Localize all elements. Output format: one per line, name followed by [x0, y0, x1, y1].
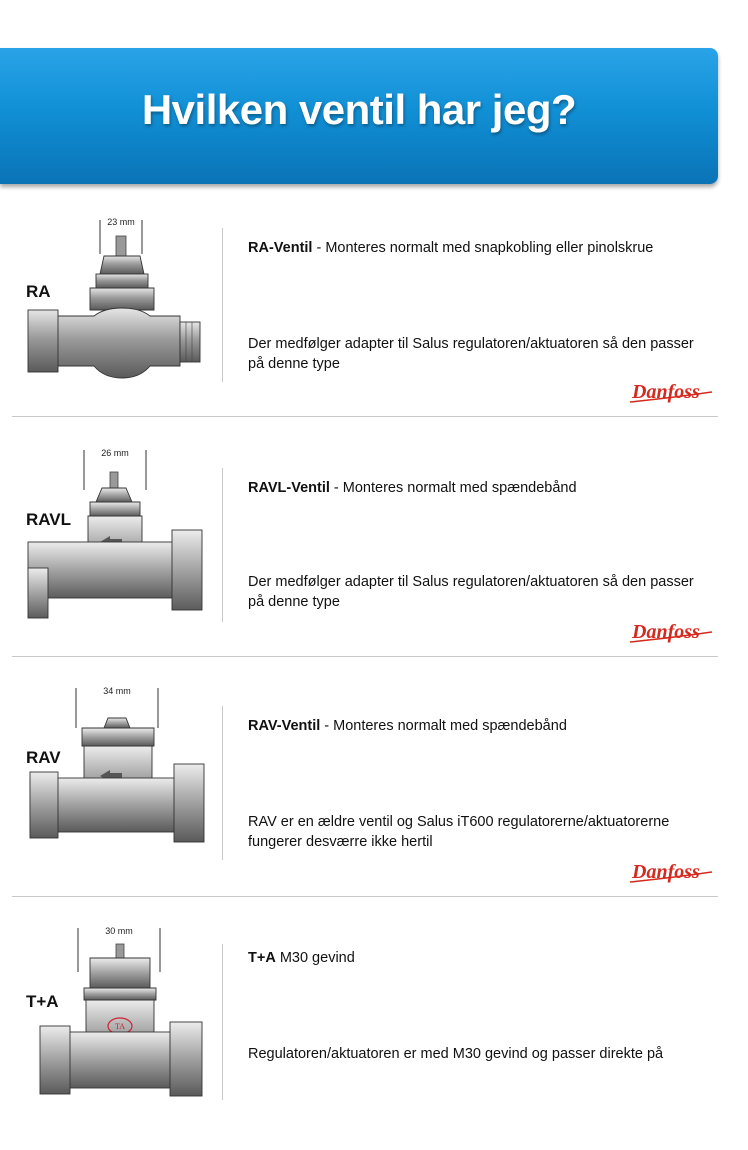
valve-mounting-text: - Monteres normalt med snapkobling eller pinolskrue: [312, 240, 654, 256]
valve-description: [248, 478, 698, 498]
valve-name: T+A: [248, 950, 276, 966]
valve-mounting-text: - Monteres normalt med spændebånd: [329, 480, 577, 496]
svg-text:Danfoss: Danfoss: [632, 381, 700, 403]
valve-section-rav: [0, 674, 718, 912]
section-separator: [12, 416, 718, 417]
danfoss-logo: [628, 856, 714, 888]
measure-label: 26 mm: [101, 448, 129, 458]
valve-description: [248, 238, 698, 258]
divider-line: [222, 228, 223, 382]
danfoss-logo: [628, 376, 714, 408]
valve-mounting-text: - Monteres normalt med spændebånd: [320, 718, 567, 734]
valve-note: Der medfølger adapter til Salus regulatoren/aktuatoren så den passer på denne type: [248, 336, 694, 372]
measure-label: 23 mm: [107, 217, 135, 227]
section-separator: [12, 896, 718, 897]
valve-code: T+A: [26, 992, 59, 1011]
ta-stamp: TA: [114, 1022, 126, 1031]
divider-line: [222, 706, 223, 860]
valve-code: RA: [26, 282, 51, 301]
rav-valve-illustration: [24, 686, 214, 869]
svg-text:Danfoss: Danfoss: [632, 861, 700, 883]
valve-name: RAVL-Ventil: [248, 480, 330, 496]
valve-note: Regulatoren/aktuatoren er med M30 gevind og passer direkte på: [248, 1046, 664, 1062]
valve-description: [248, 716, 698, 736]
divider-line: [222, 944, 223, 1100]
page-title: Hvilken ventil har jeg?: [141, 86, 577, 133]
ravl-valve-illustration: [24, 448, 214, 631]
measure-label: 30 mm: [105, 926, 133, 936]
valve-name: RA-Ventil: [248, 240, 313, 256]
valve-note: Der medfølger adapter til Salus regulatoren/aktuatoren så den passer på denne type: [248, 574, 694, 610]
ra-valve-illustration: [24, 216, 214, 391]
valve-section-ta: [0, 912, 718, 1150]
svg-text:Danfoss: Danfoss: [632, 621, 700, 643]
valve-section-ravl: [0, 436, 718, 674]
valve-section-ra: [0, 196, 718, 434]
danfoss-logo: [628, 616, 714, 648]
valve-description: [248, 948, 698, 968]
measure-label: 34 mm: [103, 686, 131, 696]
valve-note: RAV er en ældre ventil og Salus iT600 regulatorerne/aktuatorerne fungerer desværre ikke hertil: [248, 814, 670, 850]
valve-name: RAV-Ventil: [248, 718, 321, 734]
divider-line: [222, 468, 223, 622]
valve-code: RAV: [26, 748, 61, 767]
section-separator: [12, 656, 718, 657]
valve-code: RAVL: [26, 510, 72, 529]
ta-valve-illustration: [24, 926, 214, 1107]
valve-mounting-text: M30 gevind: [275, 950, 355, 966]
header-banner: [0, 48, 718, 184]
